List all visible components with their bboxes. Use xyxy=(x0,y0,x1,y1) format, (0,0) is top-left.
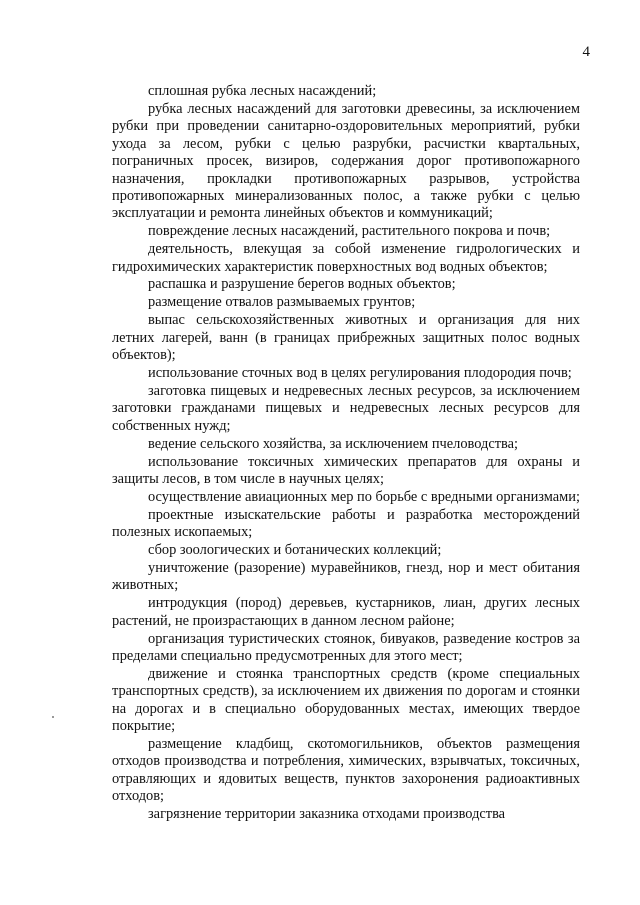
paragraph-5: распашка и разрушение берегов водных объектов; xyxy=(148,276,456,293)
paragraph-12: осуществление авиационных мер по борьбе с вредными организмами; xyxy=(148,488,580,505)
paragraph-16: интродукция (пород) деревьев, кустарников, лиан, других лесных растений, не произрастающих в данном лесном районе; xyxy=(112,595,580,629)
paragraph-7: выпас сельскохозяйственных животных и организация для них летних лагерей, ванн (в границах прибрежных защитных полос водных объектов); xyxy=(112,312,580,364)
paragraph-13: проектные изыскательские работы и разработка месторождений полезных ископаемых; xyxy=(112,506,580,541)
paragraph-6: размещение отвалов размываемых грунтов; xyxy=(148,294,416,311)
margin-speck xyxy=(52,716,54,718)
paragraph-14: сбор зоологических и ботанических коллекций; xyxy=(148,542,442,559)
paragraph-15: уничтожение (разорение) муравейников, гнезд, нор и мест обитания животных; xyxy=(112,559,580,594)
paragraph-20: загрязнение территории заказника отходами производства xyxy=(148,806,506,823)
paragraph-3: повреждение лесных насаждений, растительного покрова и почв; xyxy=(148,223,551,240)
paragraph-4: деятельность, влекущая за собой изменение гидрологических и гидрохимических характеристик поверхностных вод водных объектов; xyxy=(112,241,580,275)
page-number: 4 xyxy=(582,44,590,60)
paragraph-11: использование токсичных химических препаратов для охраны и защиты лесов, в том числе в научных целях; xyxy=(112,453,580,487)
paragraph-19: размещение кладбищ, скотомогильников, объектов размещения отходов производства и потребления, химических, взрывчатых, токсичных, отравляющих и ядовитых веществ, пунктов захоронения радиоактивных отходов; xyxy=(112,736,580,805)
paragraph-8: использование сточных вод в целях регулирования плодородия почв; xyxy=(148,365,572,381)
paragraph-17: организация туристических стоянок, бивуаков, разведение костров за пределами специально предусмотренных для этого мест; xyxy=(112,630,580,664)
paragraph-10: ведение сельского хозяйства, за исключением пчеловодства; xyxy=(148,435,519,452)
paragraph-18: движение и стоянка транспортных средств (кроме специальных транспортных средств), за исключением их движения по дорогам и стоянки на дорогах и в специально оборудованных местах, имеющих твердое покрытие; xyxy=(112,665,580,735)
document-body xyxy=(112,83,580,824)
paragraph-9: заготовка пищевых и недревесных лесных ресурсов, за исключением заготовки гражданами пищевых и недревесных лесных ресурсов для собственных нужд; xyxy=(112,382,580,434)
paragraph-1: сплошная рубка лесных насаждений; xyxy=(148,83,377,99)
paragraph-2: рубка лесных насаждений для заготовки древесины, за исключением рубки при проведении санитарно-оздоровительных мероприятий, рубки ухода за лесом, рубки с целью разрубки, расчистки квартальных, пограничных просек, визиров, содержания дорог противопожарного назначения, прокладки противопожарных разрывов, устройства противопожарных минерализованных полос, а также рубки с целью эксплуатации и ремонта линейных объектов и коммуникаций; xyxy=(112,100,580,222)
